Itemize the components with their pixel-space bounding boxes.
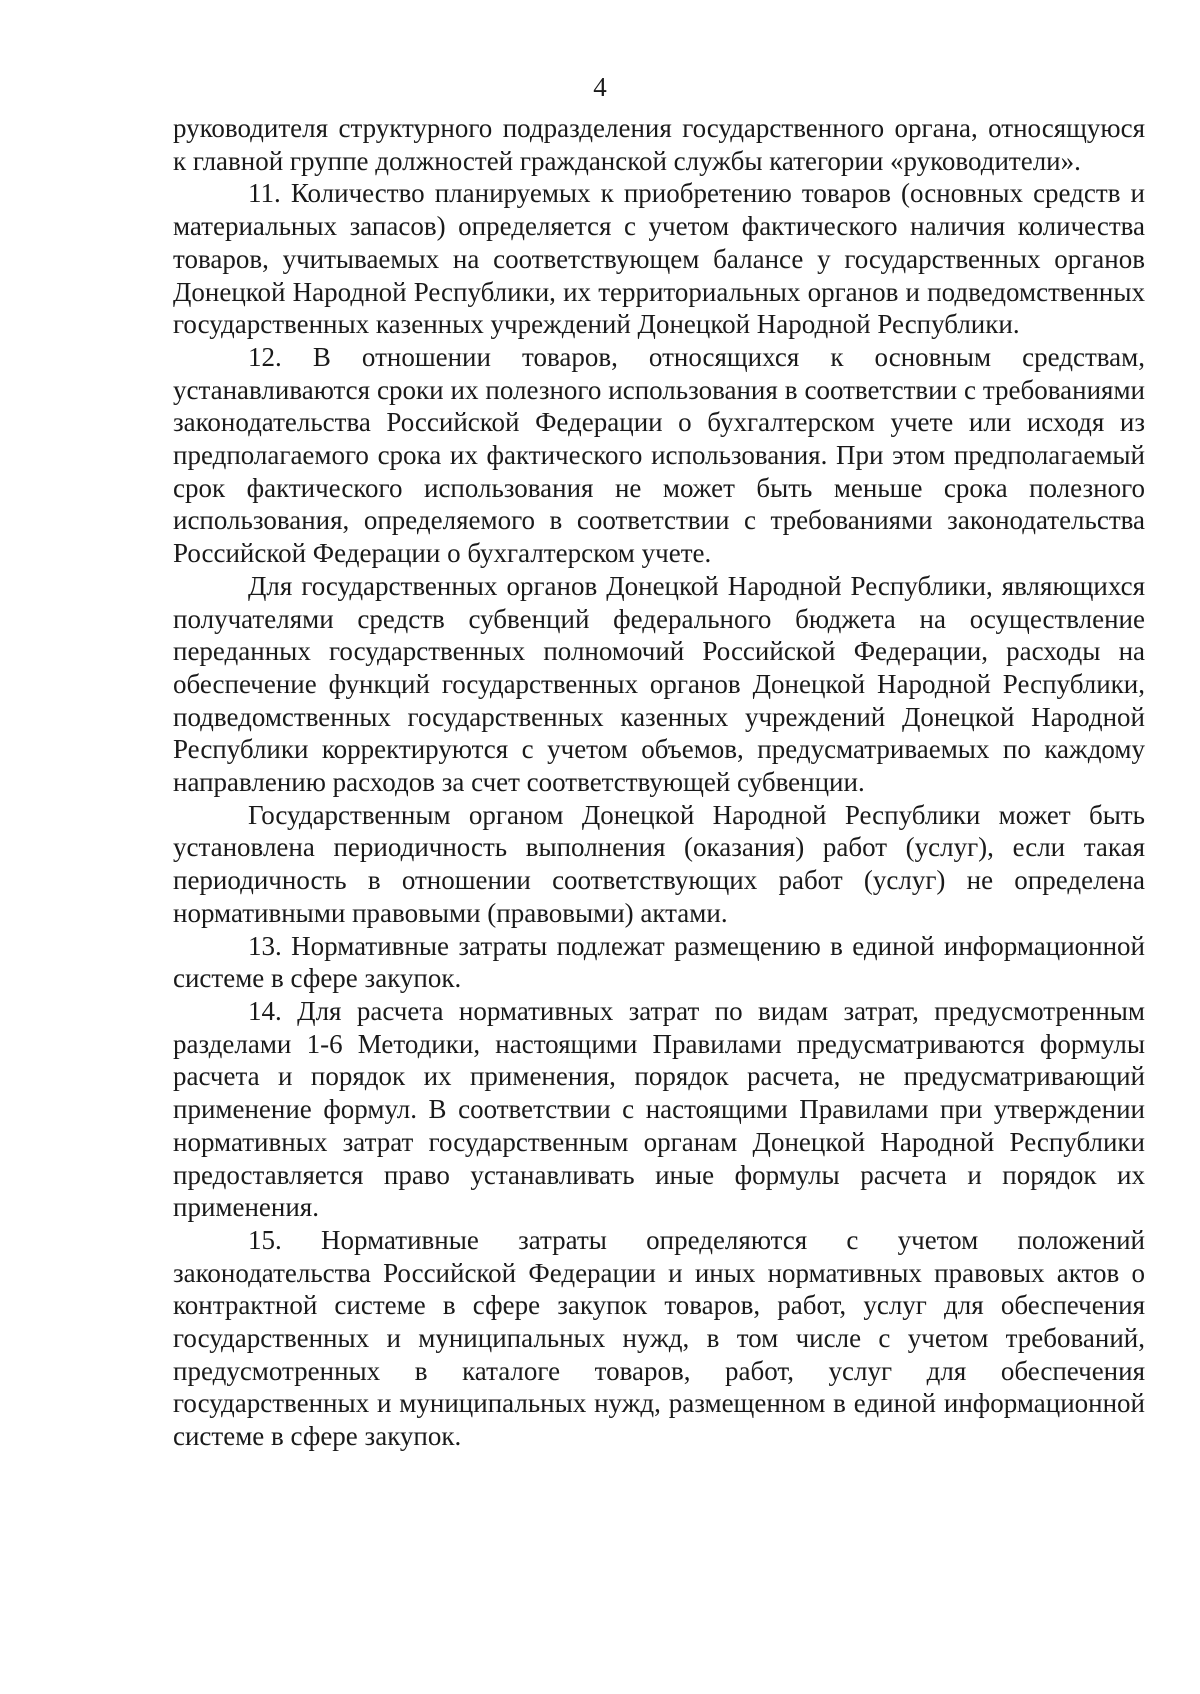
paragraph-item-13: 13. Нормативные затраты подлежат размещению в единой информационной системе в сфере закупок. xyxy=(173,930,1145,994)
paragraph-continuation: руководителя структурного подразделения государственного органа, относящуюся к главной группе должностей гражданской службы категории «руководители». xyxy=(173,113,1145,176)
document-body xyxy=(173,112,1145,1453)
paragraph-item-11: 11. Количество планируемых к приобретению товаров (основных средств и материальных запасов) определяется с учетом фактического наличия количества товаров, учитываемых на соответствующем балансе у государственных органов Донецкой Народной Республики, их территориальных органов и подведомственных государственных казенных учреждений Донецкой Народной Республики. xyxy=(173,178,1145,340)
paragraph-work-periodicity: Государственным органом Донецкой Народной Республики может быть установлена периодичность выполнения (оказания) работ (услуг), если такая периодичность в отношении соответствующих работ (услуг) не определена нормативными правовыми (правовыми) актами. xyxy=(173,799,1145,928)
page-number: 4 xyxy=(593,72,607,102)
paragraph-item-12: 12. В отношении товаров, относящихся к основным средствам, устанавливаются сроки их полезного использования в соответствии с требованиями законодательства Российской Федерации о бухгалтерском учете или исходя из предполагаемого срока их фактического использования. При этом предполагаемый срок фактического использования не может быть меньше срока полезного использования, определяемого в соответствии с требованиями законодательства Российской Федерации о бухгалтерском учете. xyxy=(173,341,1145,569)
paragraph-item-15: 15. Нормативные затраты определяются с учетом положений законодательства Российской Федерации и иных нормативных правовых актов о контрактной системе в сфере закупок товаров, работ, услуг для обеспечения государственных и муниципальных нужд, в том числе с учетом требований, предусмотренных в каталоге товаров, работ, услуг для обеспечения государственных и муниципальных нужд, размещенном в единой информационной системе в сфере закупок. xyxy=(173,1224,1145,1452)
paragraph-subvention-expenses: Для государственных органов Донецкой Народной Республики, являющихся получателями средств субвенций федерального бюджета на осуществление переданных государственных полномочий Российской Федерации, расходы на обеспечение функций государственных органов Донецкой Народной Республики, подведомственных государственных казенных учреждений Донецкой Народной Республики корректируются с учетом объемов, предусматриваемых по каждому направлению расходов за счет соответствующей субвенции. xyxy=(173,570,1145,798)
paragraph-item-14: 14. Для расчета нормативных затрат по видам затрат, предусмотренным разделами 1-6 Методики, настоящими Правилами предусматриваются формулы расчета и порядок их применения, порядок расчета, не предусматривающий применение формул. В соответствии с настоящими Правилами при утверждении нормативных затрат государственным органам Донецкой Народной Республики предоставляется право устанавливать иные формулы расчета и порядок их применения. xyxy=(173,995,1145,1223)
